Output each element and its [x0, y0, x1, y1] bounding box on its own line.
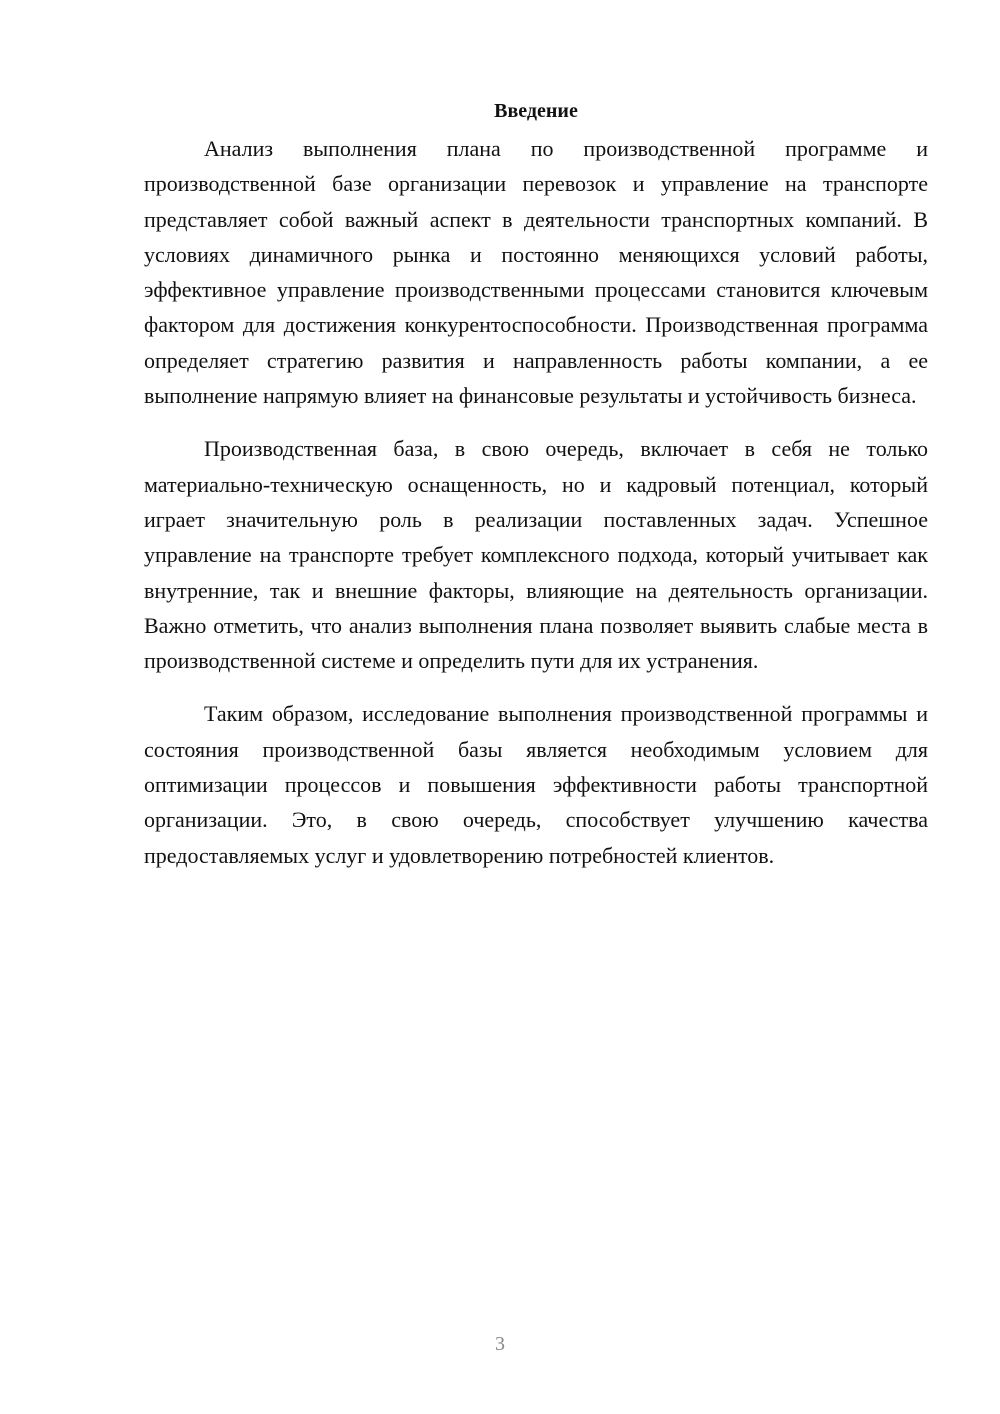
page-content [144, 95, 928, 891]
section-title: Введение [494, 100, 578, 122]
paragraph-2: Производственная база, в свою очередь, включает в себя не только материально-техническую оснащенность, но и кадровый потенциал, который играет значительную роль в реализации поставленных задач. Успешное управление на транспорте требует комплексного подхода, который учитывает как внутренние, так и внешние факторы, влияющие на деятельность организации. Важно отметить, что анализ выполнения плана позволяет выявить слабые места в производственной системе и определить пути для их устранения. [144, 436, 928, 674]
paragraph-1: Анализ выполнения плана по производственной программе и производственной базе организации перевозок и управление на транспорте представляет собой важный аспект в деятельности транспортных компаний. В условиях динамичного рынка и постоянно меняющихся условий работы, эффективное управление производственными процессами становится ключевым фактором для достижения конкурентоспособности. Производственная программа определяет стратегию развития и направленность работы компании, а ее выполнение напрямую влияет на финансовые результаты и устойчивость бизнеса. [144, 136, 928, 409]
page-number: 3 [495, 1333, 505, 1355]
paragraph-3: Таким образом, исследование выполнения производственной программы и состояния производственной базы является необходимым условием для оптимизации процессов и повышения эффективности работы транспортной организации. Это, в свою очередь, способствует улучшению качества предоставляемых услуг и удовлетворению потребностей клиентов. [144, 701, 928, 868]
